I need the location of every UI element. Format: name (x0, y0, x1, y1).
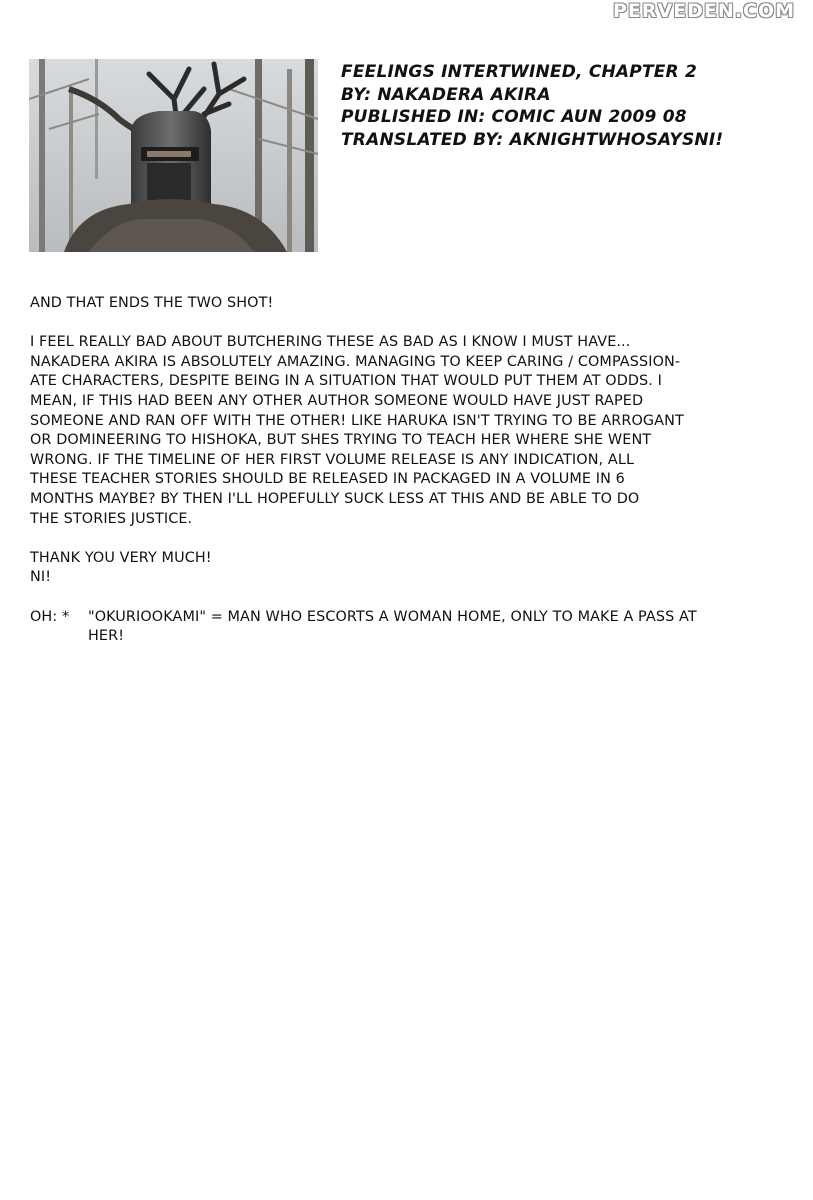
notes-footnote (30, 608, 790, 647)
notes-intro: AND THAT ENDS THE TWO SHOT! (30, 295, 274, 311)
notes-body-line: I FEEL REALLY BAD ABOUT BUTCHERING THESE AS BAD AS I KNOW I MUST HAVE... (30, 334, 631, 351)
credit-translator: TRANSLATED BY: AKNIGHTWHOSAYSNI! (341, 129, 724, 150)
credit-publication: PUBLISHED IN: COMIC AUN 2009 08 (341, 107, 687, 127)
notes-body-line: MONTHS MAYBE? BY THEN I'LL HOPEFULLY SUCK LESS AT THIS AND BE ABLE TO DO (30, 490, 640, 507)
footnote-line: "OKURIOOKAMI" = MAN WHO ESCORTS A WOMAN HOME, ONLY TO MAKE A PASS AT (88, 608, 697, 625)
footnote-text (88, 608, 790, 647)
footnote-label: OH: * (30, 608, 70, 625)
notes-body-line: ATE CHARACTERS, DESPITE BEING IN A SITUATION THAT WOULD PUT THEM AT ODDS. I (30, 373, 662, 390)
notes-signature: NI! (30, 569, 52, 586)
credit-author: BY: NAKADERA AKIRA (341, 84, 551, 105)
notes-body (30, 333, 790, 529)
notes-thanks: THANK YOU VERY MUCH! (30, 549, 212, 566)
chapter-credits (341, 61, 723, 151)
notes-body-line: WRONG. IF THE TIMELINE OF HER FIRST VOLUME RELEASE IS ANY INDICATION, ALL (30, 451, 635, 468)
knight-photo (29, 59, 318, 252)
site-watermark: PERVEDEN.COM (597, 0, 811, 22)
notes-body-line: NAKADERA AKIRA IS ABSOLUTELY AMAZING. MANAGING TO KEEP CARING / COMPASSION- (30, 353, 681, 370)
translator-notes (30, 294, 790, 647)
notes-body-line: THE STORIES JUSTICE. (30, 510, 193, 527)
notes-body-line: SOMEONE AND RAN OFF WITH THE OTHER! LIKE HARUKA ISN'T TRYING TO BE ARROGANT (30, 412, 684, 429)
notes-body-line: OR DOMINEERING TO HISHOKA, BUT SHES TRYING TO TEACH HER WHERE SHE WENT (30, 432, 652, 449)
notes-body-line: THESE TEACHER STORIES SHOULD BE RELEASED IN PACKAGED IN A VOLUME IN 6 (30, 471, 625, 488)
credit-title: FEELINGS INTERTWINED, CHAPTER 2 (341, 62, 697, 82)
footnote-line: HER! (88, 628, 125, 645)
notes-body-line: MEAN, IF THIS HAD BEEN ANY OTHER AUTHOR SOMEONE WOULD HAVE JUST RAPED (30, 392, 644, 409)
